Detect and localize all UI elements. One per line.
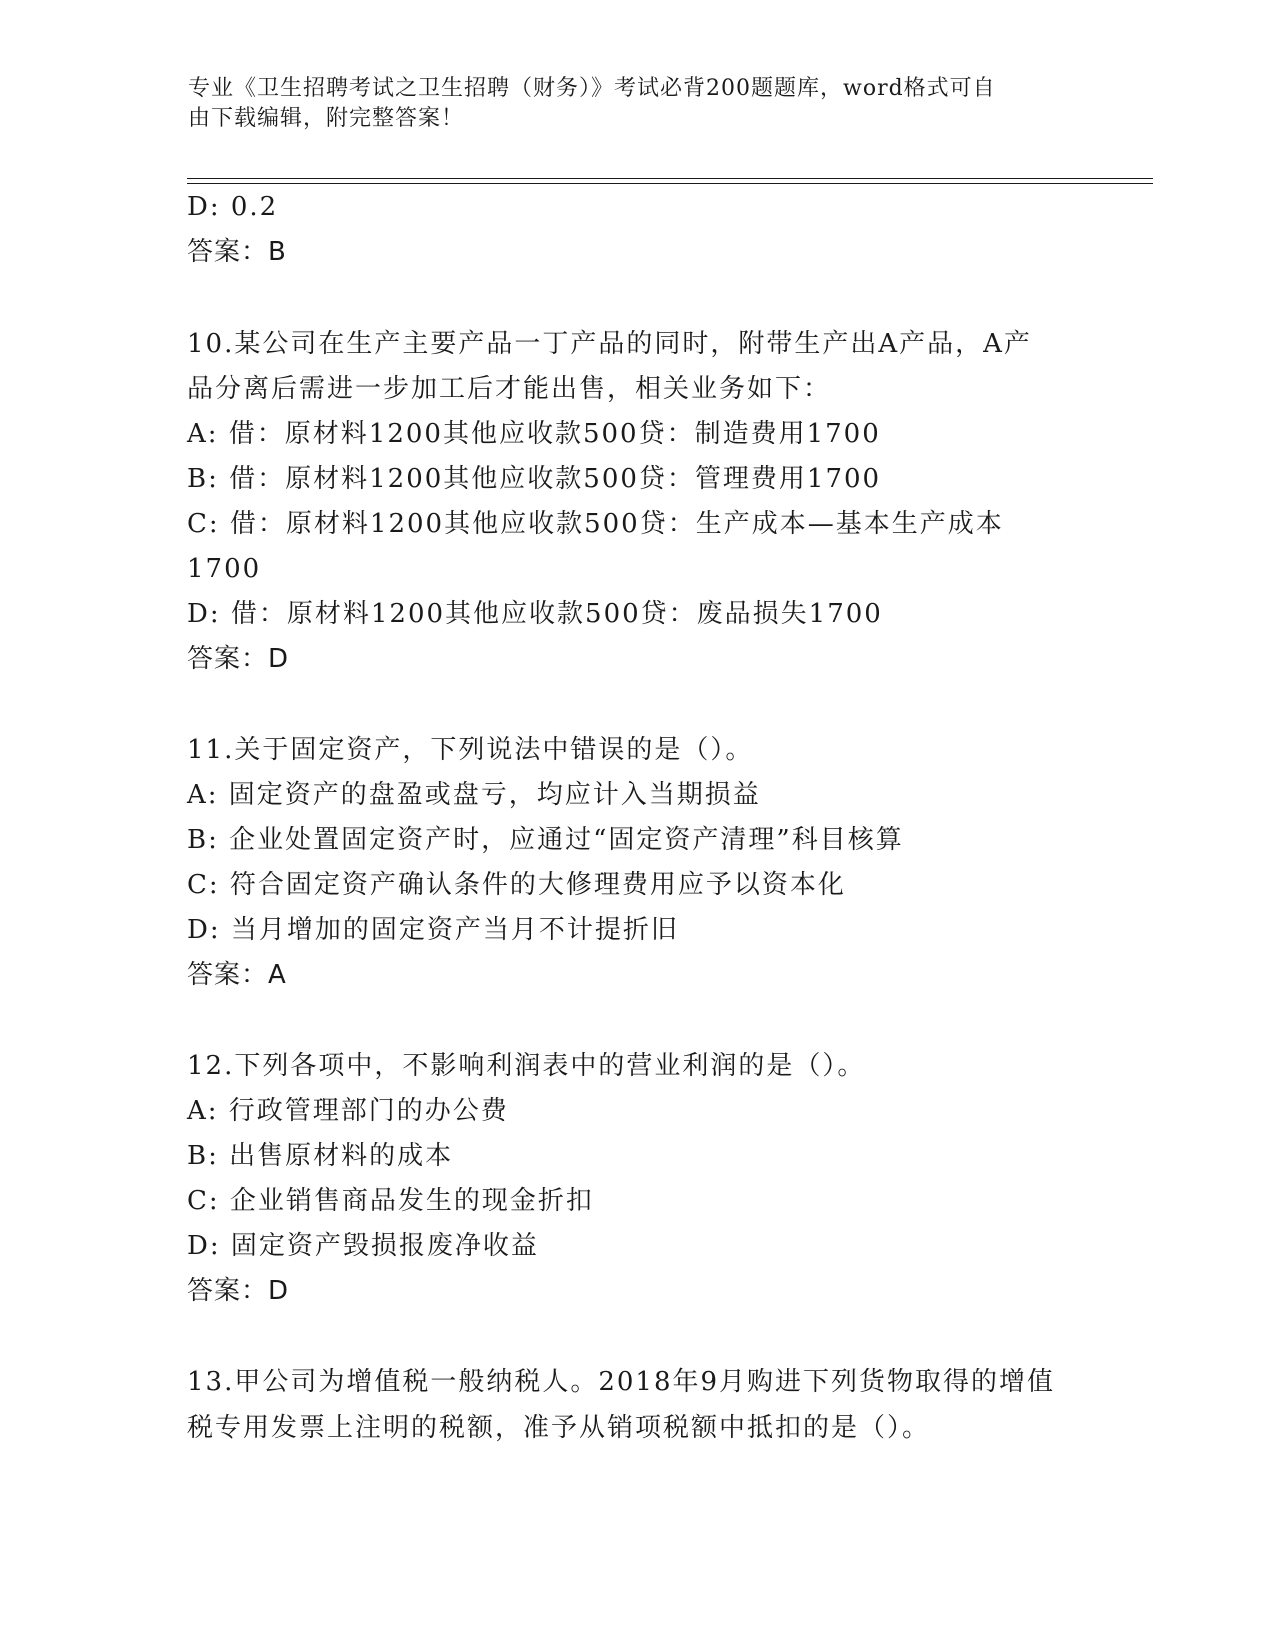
page-header [188, 74, 1068, 134]
q11-answer: 答案：A [187, 960, 287, 990]
q10-option-c-continued: 1700 [187, 554, 262, 584]
q12-option-b: B: 出售原材料的成本 [187, 1141, 454, 1171]
q11-option-b: B: 企业处置固定资产时，应通过“固定资产清理”科目核算 [187, 825, 904, 855]
q12-answer: 答案：D [187, 1276, 290, 1306]
q11-stem: 11.关于固定资产，下列说法中错误的是（）。 [187, 735, 754, 765]
q11-option-a: A: 固定资产的盘盈或盘亏，均应计入当期损益 [187, 780, 761, 810]
q11-option-d: D: 当月增加的固定资产当月不计提折旧 [187, 915, 679, 945]
q10-option-c: C: 借：原材料1200其他应收款500贷：生产成本—基本生产成本 [187, 509, 1004, 539]
q11-option-c: C: 符合固定资产确认条件的大修理费用应予以资本化 [187, 870, 846, 900]
q10-option-b: B: 借：原材料1200其他应收款500贷：管理费用1700 [187, 464, 882, 494]
header-line-2: 由下载编辑，附完整答案！ [188, 106, 465, 131]
header-divider-top [187, 178, 1153, 179]
header-line-1: 专业《卫生招聘考试之卫生招聘（财务）》考试必背200题题库，word格式可自 [188, 76, 996, 101]
q10-option-a: A: 借：原材料1200其他应收款500贷：制造费用1700 [187, 419, 881, 449]
q12-stem: 12.下列各项中，不影响利润表中的营业利润的是（）。 [187, 1051, 866, 1081]
q13-stem-line-2: 税专用发票上注明的税额，准予从销项税额中抵扣的是（）。 [187, 1413, 931, 1443]
q9-option-d: D: 0.2 [187, 192, 279, 222]
header-divider-bottom [187, 183, 1153, 184]
q10-stem-line-1: 10.某公司在生产主要产品一丁产品的同时，附带生产出A产品，A产 [187, 329, 1032, 359]
q10-stem-line-2: 品分离后需进一步加工后才能出售，相关业务如下： [187, 374, 832, 404]
q12-option-a: A: 行政管理部门的办公费 [187, 1096, 509, 1126]
q9-answer: 答案：B [187, 237, 287, 267]
q10-answer: 答案：D [187, 644, 290, 674]
q12-option-c: C: 企业销售商品发生的现金折扣 [187, 1186, 594, 1216]
q12-option-d: D: 固定资产毁损报废净收益 [187, 1231, 539, 1261]
q10-option-d: D: 借：原材料1200其他应收款500贷：废品损失1700 [187, 599, 883, 629]
q13-stem-line-1: 13.甲公司为增值税一般纳税人。2018年9月购进下列货物取得的增值 [187, 1367, 1056, 1397]
